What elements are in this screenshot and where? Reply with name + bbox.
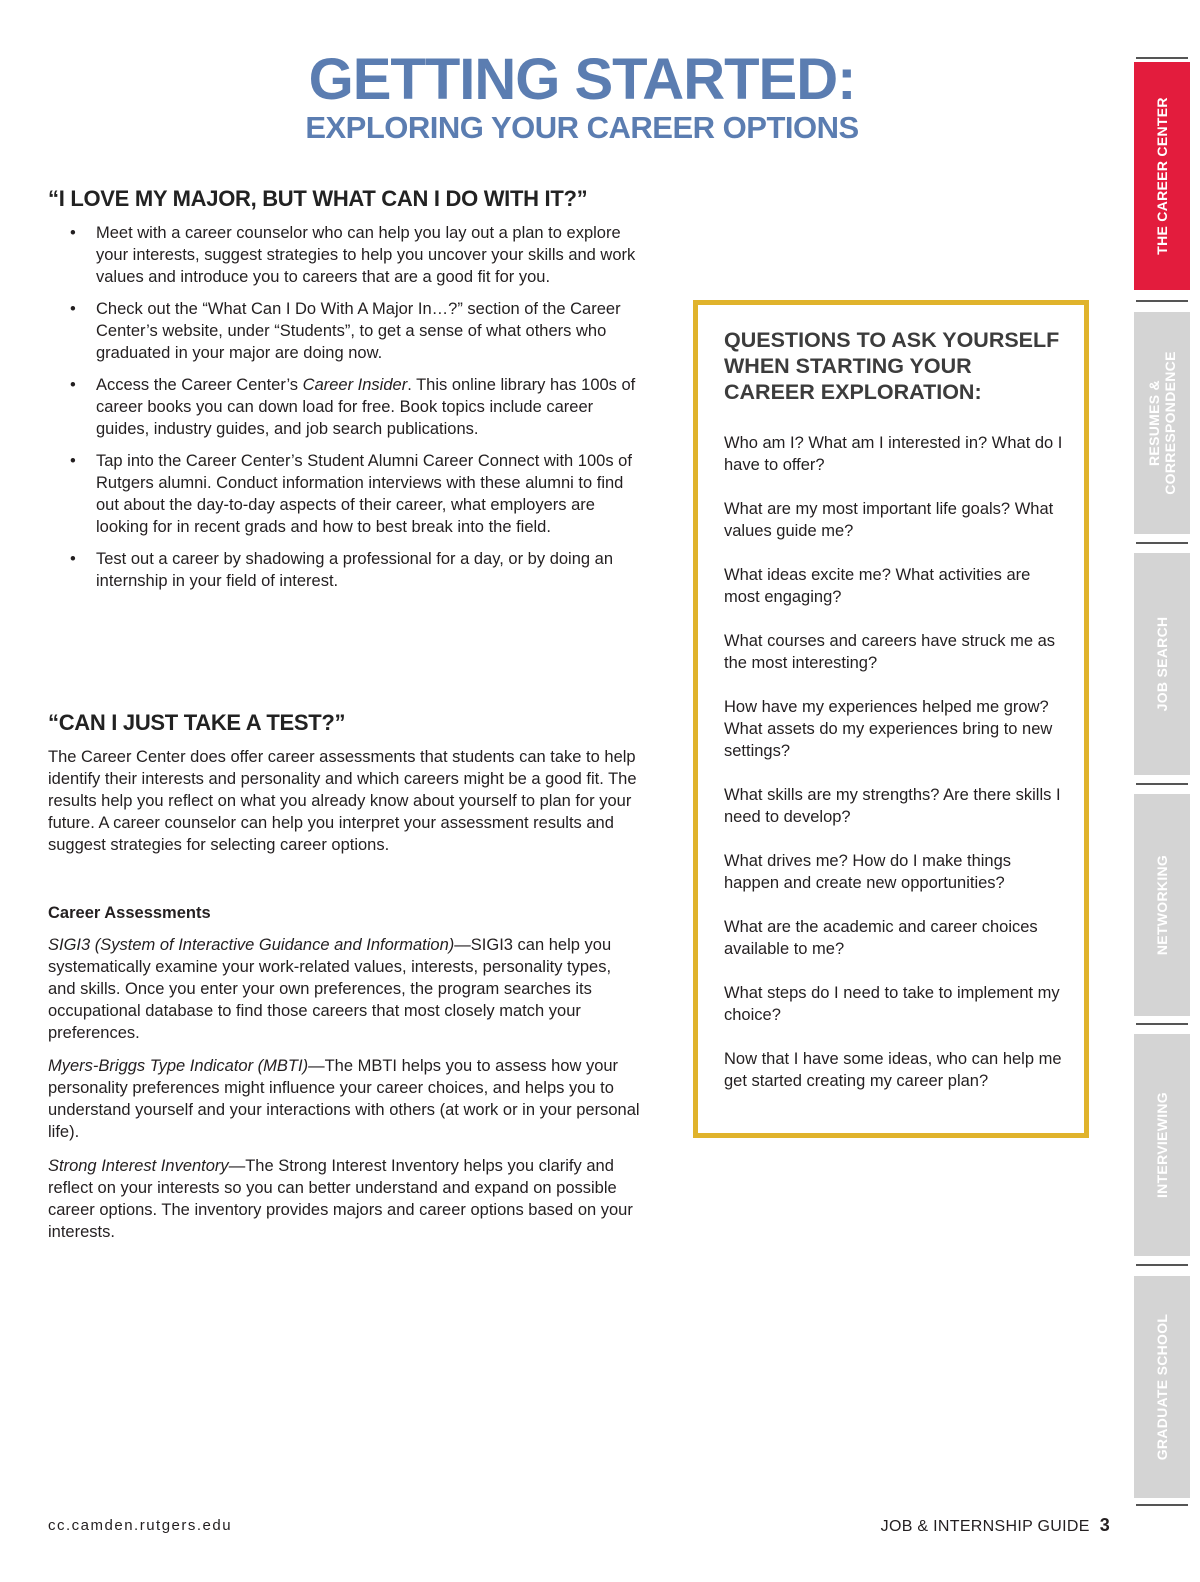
footer-guide [881,1515,1110,1536]
tab-divider [1136,1264,1188,1266]
mbti-description [48,1055,643,1143]
list-item: What are my most important life goals? What values guide me? [724,500,1054,540]
bullet-icon: • [70,452,76,470]
page-title: GETTING STARTED: [308,47,856,112]
tab-divider [1136,300,1188,302]
list-item: What steps do I need to take to implement my choice? [724,984,1060,1024]
strong-name: Strong Interest Inventory [48,1157,229,1175]
page-number: 3 [1099,1515,1110,1535]
list-item: What drives me? How do I make things happen and create new opportunities? [724,852,1012,892]
strong-text: —The Strong Interest Inventory helps you clarify and reflect on your interests so you can better understand and expand on possible career options. The inventory provides majors and career options based on your interests. [48,1157,633,1241]
tab-label: JOB SEARCH [1154,616,1170,712]
list-item [48,548,648,592]
assessment-intro: The Career Center does offer career assessments that students can take to help identify their interests and personality and which careers might be a good fit. The results help you reflect on what you already know about yourself to plan for your future. A career counselor can help you interpret your assessment results and suggest strategies for selecting career options. [48,748,637,854]
bullet-icon: • [70,300,76,318]
tab-label: INTERVIEWING [1154,1091,1170,1199]
tip-text: Tap into the Career Center’s Student Alumni Career Connect with 100s of Rutgers alumni. Conduct information interviews with these alumni to find out about the day-to-day aspects of their career, what employers are looking for in recent grads and how to best break into the field. [96,452,632,536]
questions-sidebox [693,300,1089,1138]
tab-divider [1136,1504,1188,1506]
tip-text: Meet with a career counselor who can help you lay out a plan to explore your interests, suggest strategies to help you uncover your skills and work values and introduce you to careers that are a good fit for you. [96,224,636,286]
sigi-description [48,934,643,1044]
questions-list [724,432,1064,1114]
section-heading-test: “CAN I JUST TAKE A TEST?” [48,710,346,735]
list-item [48,222,648,288]
list-item [48,450,648,538]
list-item: How have my experiences helped me grow? What assets do my experiences bring to new settings? [724,698,1053,760]
list-item: What are the academic and career choices available to me? [724,918,1038,958]
list-item: What ideas excite me? What activities are most engaging? [724,566,1031,606]
tip-text-before: Access the Career Center’s [96,376,303,394]
bullet-icon: • [70,550,76,568]
tab-divider [1136,57,1188,59]
tip-text: Test out a career by shadowing a professional for a day, or by doing an internship in your field of interest. [96,550,614,590]
list-item [48,374,648,440]
tip-text: Check out the “What Can I Do With A Major In…?” section of the Career Center’s website, under “Students”, to get a sense of what others who graduated in your major are doing now. [96,300,621,362]
tab-label: RESUMES & CORRESPONDENCE [1146,351,1178,495]
bullet-icon: • [70,376,76,394]
tab-label: THE CAREER CENTER [1154,97,1170,255]
tab-divider [1136,783,1188,785]
page-subtitle: EXPLORING YOUR CAREER OPTIONS [305,110,859,145]
section-heading-major: “I LOVE MY MAJOR, BUT WHAT CAN I DO WITH IT?” [48,186,588,211]
sigi-text: —SIGI3 can help you systematically examine your work-related values, interests, personality types, and skills. Once you enter your own preferences, the program searches its occupational database to find those careers that most closely match your preferences. [48,936,612,1042]
list-item: What skills are my strengths? Are there skills I need to develop? [724,786,1061,826]
tab-networking[interactable] [1134,794,1190,1016]
guide-title: JOB & INTERNSHIP GUIDE [880,1518,1090,1535]
list-item [48,298,648,364]
tip-text-after: . This online library has 100s of career books you can down load for free. Book topics include career guides, industry guides, and job search publications. [96,376,636,438]
tab-divider [1136,542,1188,544]
sigi-name: SIGI3 (System of Interactive Guidance and Information) [48,936,455,954]
strong-description [48,1155,643,1243]
tab-divider [1136,1023,1188,1025]
list-item: Now that I have some ideas, who can help me get started creating my career plan? [724,1050,1062,1090]
footer-website[interactable]: cc.camden.rutgers.edu [48,1517,233,1534]
tab-career-center[interactable] [1134,62,1190,290]
tab-label: NETWORKING [1154,854,1170,956]
tab-label: GRADUATE SCHOOL [1154,1313,1170,1461]
mbti-text: —The MBTI helps you to assess how your personality preferences might influence your career choices, and helps you to understand yourself and your interactions with others (at work or in your personal life). [48,1057,640,1141]
list-item: Who am I? What am I interested in? What do I have to offer? [724,434,1063,474]
tab-interviewing[interactable] [1134,1034,1190,1256]
assessments-subheading: Career Assessments [48,904,211,922]
tab-graduate-school[interactable] [1134,1276,1190,1498]
major-tips-list [48,222,648,602]
tab-job-search[interactable] [1134,553,1190,775]
career-insider-name: Career Insider [302,376,408,394]
list-item: What courses and careers have struck me as the most interesting? [724,632,1056,672]
tab-resumes-correspondence[interactable] [1134,312,1190,534]
mbti-name: Myers-Briggs Type Indicator (MBTI) [48,1057,309,1075]
sidebox-title: QUESTIONS TO ASK YOURSELF WHEN STARTING YOUR CAREER EXPLORATION: [724,328,1060,404]
bullet-icon: • [70,224,76,242]
